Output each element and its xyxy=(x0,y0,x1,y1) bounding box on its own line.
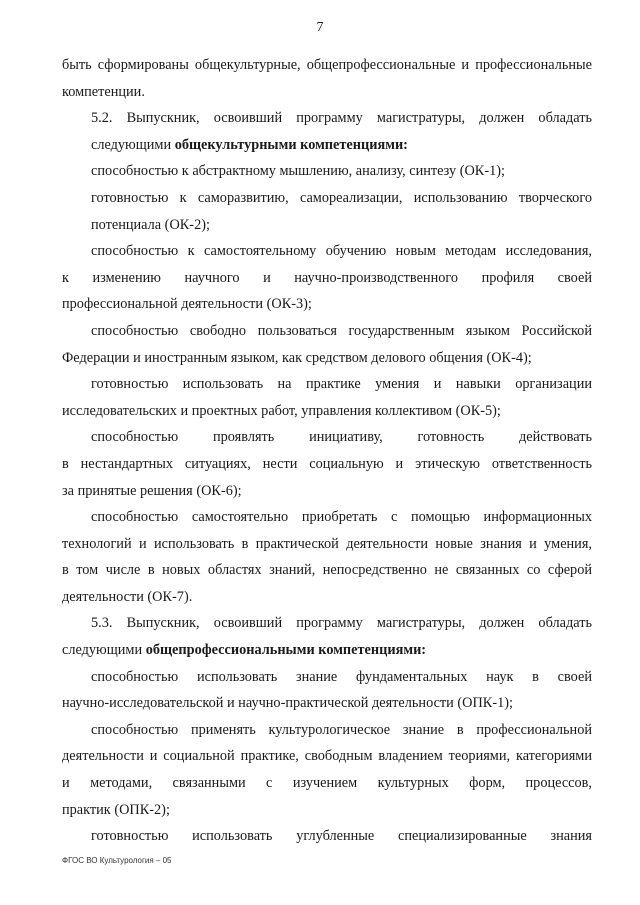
competence-ok-6 xyxy=(62,424,592,504)
text-line: способностью самостоятельно приобретать с помощью информационных xyxy=(91,509,592,526)
text-line: исследовательских и проектных работ, управления коллективом (ОК-5); xyxy=(62,402,501,419)
competence-opk-3-partial xyxy=(62,823,592,850)
text-run: следующими xyxy=(62,642,146,659)
page-number: 7 xyxy=(316,20,324,35)
bold-heading: общекультурными компетенциями: xyxy=(174,136,408,153)
text-line: способностью свободно пользоваться государственным языком Российской xyxy=(91,322,592,339)
text-line: готовностью к саморазвитию, самореализации, использованию творческого xyxy=(91,189,592,206)
text-line: Федерации и иностранным языком, как средством делового общения (ОК-4); xyxy=(62,349,532,366)
competence-opk-1 xyxy=(62,664,592,717)
document-body xyxy=(62,52,592,850)
text-run: следующими xyxy=(91,136,175,153)
text-line: деятельности (ОК-7). xyxy=(62,588,193,605)
text-line: способностью проявлять инициативу, готовность действовать xyxy=(91,429,592,446)
text-line xyxy=(62,637,592,664)
text-line: 5.2. Выпускник, освоивший программу магистратуры, должен обладать xyxy=(91,110,592,127)
text-line: готовностью использовать на практике умения и навыки организации xyxy=(91,376,592,393)
section-5-2-paragraph xyxy=(62,105,592,158)
bold-heading: общепрофессиональными компетенциями: xyxy=(145,642,427,659)
text-line: способностью к самостоятельному обучению новым методам исследования, xyxy=(91,243,592,260)
competence-ok-7 xyxy=(62,504,592,610)
text-line xyxy=(62,132,592,159)
text-line: научно-исследовательской и научно-практической деятельности (ОПК-1); xyxy=(62,695,513,712)
text-line: практик (ОПК-2); xyxy=(62,801,170,818)
competence-ok-5 xyxy=(62,371,592,424)
document-footer: ФГОС ВО Культурология – 05 xyxy=(62,856,172,865)
text-line: за принятые решения (ОК-6); xyxy=(62,482,242,499)
text-line: компетенции. xyxy=(62,83,145,100)
text-line: способностью к абстрактному мышлению, анализу, синтезу (ОК-1); xyxy=(91,163,505,180)
text-line: готовностью использовать углубленные специализированные знания xyxy=(91,828,592,845)
text-line: и методами, связанными с изучением культурных форм, процессов, xyxy=(62,775,592,792)
text-line: 5.3. Выпускник, освоивший программу магистратуры, должен обладать xyxy=(91,615,592,632)
text-line: способностью использовать знание фундаментальных наук в своей xyxy=(91,668,592,685)
text-line: деятельности и социальной практике, свободным владением теориями, категориями xyxy=(62,748,592,765)
competence-ok-4 xyxy=(62,318,592,371)
competence-ok-1 xyxy=(62,158,592,185)
competence-opk-2 xyxy=(62,717,592,823)
paragraph xyxy=(62,52,592,105)
competence-ok-3 xyxy=(62,238,592,318)
text-line: технологий и использовать в практической деятельности новые знания и умения, xyxy=(62,535,592,552)
text-line: способностью применять культурологическое знание в профессиональной xyxy=(91,721,592,738)
section-5-3-paragraph xyxy=(62,610,592,663)
text-line: профессиональной деятельности (ОК-3); xyxy=(62,296,312,313)
text-line: к изменению научного и научно-производственного профиля своей xyxy=(62,269,592,286)
competence-ok-2 xyxy=(62,185,592,238)
text-line: в том числе в новых областях знаний, непосредственно не связанных со сферой xyxy=(62,562,592,579)
text-line: потенциала (ОК-2); xyxy=(91,216,210,233)
text-line: в нестандартных ситуациях, нести социальную и этическую ответственность xyxy=(62,455,592,472)
text-line: быть сформированы общекультурные, общепрофессиональные и профессиональные xyxy=(62,57,592,73)
